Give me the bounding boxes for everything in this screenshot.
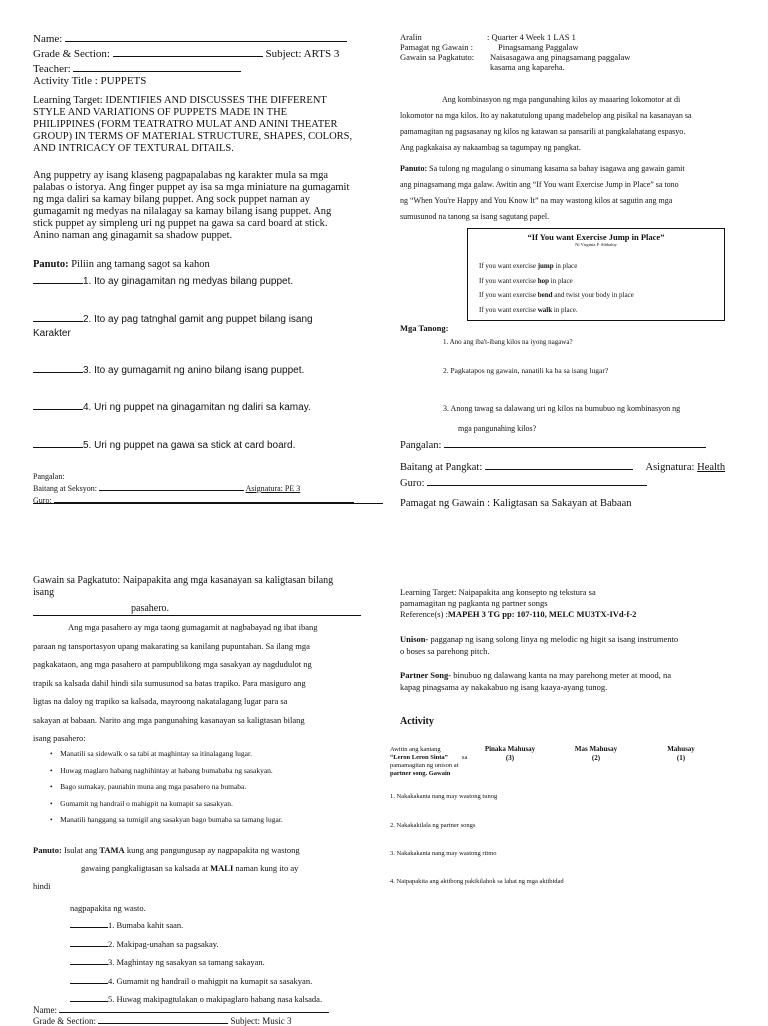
paragraph-line: pagkakataon, ang mga pasahero at pampublikong mga sasakyan ay nagdudulot ng [33,659,312,669]
guro-blank[interactable] [427,474,647,486]
learning-target [33,95,378,155]
teacher-label: Teacher: [33,63,71,75]
teacher-row [33,60,373,75]
grade-blank[interactable] [113,45,263,57]
song-author: Ni Virginia F. Sibbaluy [575,242,617,247]
panuto-label: Panuto: [400,164,428,173]
paragraph-line: isang pasahero: [33,733,86,743]
answer-blank[interactable] [33,398,83,410]
pangalan-blank[interactable] [444,436,706,448]
rubric-row: 3. Nakakakanta nang may wastong ritmo [390,850,497,857]
paragraph-line: Ang mga pasahero ay mga taong gumagamit at nagbabayad ng ibat ibang [68,622,318,632]
name-blank[interactable] [59,1004,329,1013]
pangalan-row [400,436,725,452]
teacher-blank[interactable] [73,60,241,72]
name-label: Name: [33,33,63,45]
paragraph-line: Ang pagkakaisa ay nakaambag sa tagumpay ng pangkat. [400,143,581,152]
activity-title: Activity Title : PUPPETS [33,75,147,87]
kombinasyon-paragraph [400,92,691,156]
song-title: “If You want Exercise Jump in Place” [527,232,665,242]
partner-song-definition: Partner Song- binubuo ng dalawang kanta na may parehong meter at mood, na kapag pinagsama ay nakakabuo ng isang kaaya-ayang tunog. [400,670,672,692]
bullet-item: • Gumamit ng handrail o mahigpit na kumapit sa sasakyan. [50,798,233,808]
baitang-row [400,458,725,474]
mga-tanong [400,323,448,333]
puppetry-paragraph [33,170,378,242]
bullet-icon: • [50,782,61,791]
bullet-icon: • [50,798,61,808]
tanong-item: 1. Ano ang iba't-ibang kilos na iyong nagawa? [443,338,573,346]
rubric-row: 4. Naipapakita ang aktibong pakikilahok sa lahat ng mga aktibidad [390,878,564,885]
paragraph-line: paraan ng tansportasyon upang makarating sa kanilang pupuntahan. Sa ilang mga [33,640,310,651]
gawain-row-2 [400,62,630,72]
tanong-item: 3. Anong tawag sa dalawang uri ng kilos na bumubuo ng kombinasyon ng mga pangunahing kilos? [443,399,680,439]
song-lyrics [479,259,634,317]
paragraph-line: gumagamit ng medyas na nilalagay sa kamay bilang isang puppet. Ang [33,206,332,217]
panuto-pe [400,161,685,225]
tanong-item: 2. Pagkatapos ng gawain, nanatili ka ba sa isang lugar? [443,366,609,375]
pangalan-label: Pangalan: [33,472,65,481]
arts-item [33,436,295,452]
song-box [467,228,725,321]
gawain-line: pasahero. [131,603,170,614]
baitang-label: Baitang at Pangkat: [400,462,483,473]
asignatura-label: Asignatura: [645,462,695,473]
subject-label: Subject: ARTS 3 [265,48,340,60]
pamagat-row [400,42,630,52]
learning-target-line: GROUP) IN TERMS OF MATERIAL STRUCTURE, SHAPES, COLORS, [33,131,353,142]
answer-blank[interactable] [33,310,83,322]
answer-blank[interactable] [70,935,108,947]
grade-blank[interactable] [98,1015,228,1024]
item-text: 3. Ito ay gumagamit ng anino bilang isang puppet. [83,365,305,376]
arts-item [33,272,293,288]
paragraph-line: lokomotor na mga kilos. Ito ay nakatutulong upang madebelop ang pisikal na kasanayan sa [400,111,692,120]
song-line: If you want exercise bend and twist your body in place [479,291,634,299]
tanong-continuation: mga pangunahing kilos? [458,424,537,433]
answer-blank[interactable] [70,953,108,965]
answer-blank[interactable] [33,361,83,373]
aralin-value: : Quarter 4 Week 1 LAS 1 [487,32,576,42]
grade-row [33,45,373,60]
answer-blank[interactable] [70,990,108,1002]
learning-target-line: STYLE AND VARIATIONS OF PUPPETS MADE IN THE [33,107,288,118]
learning-target-line: Learning Target: IDENTIFIES AND DISCUSSES THE DIFFERENT [33,95,327,106]
baitang-blank[interactable] [485,458,633,470]
tama-mali-item: 3. Maghintay ng sasakyan sa tamang sakayan. [70,953,322,972]
unison-definition: Unison- pagganap ng isang solong linya ng melodic ng higit sa isang instrumento o boses sa parehong pitch. [400,634,679,656]
learning-target-line: AND INTRICACY OF TEXTURAL DITAILS. [33,143,234,154]
rubric-col-header: Mas Mahusay (2) [574,745,618,762]
answer-blank[interactable] [33,436,83,448]
grade-label: Grade & Section: [33,48,110,60]
gawain-pasahero [33,575,333,615]
pamagat-gawain-health: Pamagat ng Gawain : Kaligtasan sa Sakayan at Babaan [400,498,632,509]
pe-header [400,32,630,72]
divider-line [33,615,361,616]
arts-item [33,310,313,340]
item-text: 2. Ito ay pag tatnghal gamit ang puppet bilang isang [83,314,313,325]
panuto-label: Panuto: [33,845,62,855]
guro-label: Guro: [400,478,425,489]
guro-blank[interactable] [54,494,354,503]
paragraph-line: stick puppet ay simpleng uri ng puppet na gawa sa card board at stick. [33,218,328,229]
tama-mali-item: 1. Bumaba kahit saan. [70,916,322,935]
rubric-row: 2. Nakakakilala ng partner songs [390,822,476,829]
learning-target-line: PHILIPPINES (FORM TEATRATRO MULAT AND ANINI THEATER [33,119,338,130]
pe-footer [33,472,383,506]
gawain-value: Naisasagawa ang pinagsamang paggalaw [490,52,631,62]
aralin-label: Aralin [400,32,422,42]
guro-row [33,494,383,506]
pamagat-label: Pamagat ng Gawain : [400,42,473,52]
answer-blank[interactable] [70,916,108,928]
subject-label: Subject: Music 3 [230,1016,292,1026]
paragraph-line: sakayan at babaan. Narito ang mga pangunahing kasanayan sa kaligtasan bilang [33,714,305,725]
arts-item [33,398,311,414]
safety-bullets [50,746,283,829]
panuto-line: ng “When You're Happy and You Know It” na may wastong kilos at sagutin ang mga [400,196,673,205]
gawain-row [400,52,630,62]
song-line: If you want exercise jump in place [479,262,578,270]
paragraph-line: pamamagitan ng pagsasanay ng kilos ng katawan sa pansarili at pangkalahatang espasyo. [400,127,686,136]
arts-worksheet [33,30,373,87]
rubric-instruction: Awitin ang kantang “Leron Leron Sinta” sa pamamagitan ng unison at partner song. Gawain [390,746,468,777]
asignatura-label: Asignatura: PE 3 [245,484,301,493]
name-row [33,30,373,45]
answer-blank[interactable] [70,972,108,984]
rubric-row: 1. Nakakakanta nang may wastong tunog [390,793,498,800]
asignatura-value: Health [697,462,726,473]
bullet-item: • Huwag maglaro habang naghihintay at habang bumababa ng sasakyan. [50,765,273,775]
name-blank[interactable] [65,30,347,42]
grade-label: Grade & Section: [33,1016,96,1026]
guro-label: Guro: [33,496,52,505]
pangalan-label: Pangalan: [400,440,442,451]
item-continuation: Karakter [33,328,71,339]
panuto-arts [33,259,210,271]
paragraph-line: Ang kombinasyon ng mga pangunahing kilos ay maaaring lokomotor at di [442,95,681,104]
tama-mali-items [70,916,322,1009]
reference: Reference(s) :MAPEH 3 TG pp: 107-110, MELC MU3TX-IVd-f-2 [400,609,637,619]
item-text: 4. Uri ng puppet na ginagamitan ng daliri sa kamay. [83,402,311,413]
tama-mali-item: 2. Makipag-unahan sa pagsakay. [70,935,322,954]
aralin-row [400,32,630,42]
music-header [33,1004,329,1026]
panuto-label: Panuto: [33,259,69,270]
panuto-line: sumusunod na tanong sa isang sagutang papel. [400,212,550,221]
arts-item [33,361,304,377]
gawain-line: isang [33,587,55,598]
baitang-label: Baitang at Seksyon: [33,484,97,493]
name-label: Name: [33,1005,57,1015]
pasahero-paragraph [33,618,318,748]
paragraph-line: trapik sa kalsada dahil hindi sila sumusunod sa batas trapiko. Para masiguro ang [33,677,306,688]
gawain-label: Gawain sa Pagkatuto: [400,52,475,62]
bullet-icon: • [50,815,61,824]
paragraph-line: Ang puppetry ay isang klaseng pagpapalabas ng karakter mula sa mga [33,170,329,181]
bullet-item: • Bago sumakay, paunahin muna ang mga pasahero na bumaba. [50,782,247,791]
panuto-text: Piliin ang tamang sagot sa kahon [68,259,210,270]
bullet-item: • Manatili hanggang sa tumigil ang sasakyan bago bumaba sa tamang lugar. [50,815,283,824]
baitang-row [33,482,383,494]
guro-row [400,474,725,490]
rubric-col-header: Pinaka Mahusay (3) [484,745,536,762]
panuto-line: Sa tulong ng magulang o sinumang kasama sa bahay isagawa ang gawain gamit [427,164,685,173]
answer-blank[interactable] [33,272,83,284]
rubric-col-header: Mahusay (1) [667,745,695,762]
music-learning-target: Learning Target: Naipapakita ang konsepto ng tekstura sa pamamagitan ng pagkanta ng partner songs Reference(s) :MAPEH 3 TG pp: 107-110, MELC MU3TX-IVd-f-2 [400,587,637,619]
bullet-icon: • [50,749,61,758]
tanong-label: Mga Tanong: [400,323,449,333]
divider-line [33,503,383,504]
health-form [400,436,725,510]
tama-mali-item: 4. Gumamit ng handrail o mahigpit na kumapit sa sasakyan. [70,972,322,991]
pamagat-value: Pinagsamang Paggalaw [498,42,579,52]
item-text: 1. Ito ay ginagamitan ng medyas bilang puppet. [83,276,294,287]
paragraph-line: ng mga daliri sa kamay bilang puppet. Ang sock puppet naman ay [33,194,311,205]
paragraph-line: ligtas na daloy ng trapiko sa kalsada, mayroong nakatalagang lugar para sa [33,696,288,706]
panuto-line: ang pinagsamang mga galaw. Awitin ang “If You want Exercise Jump in Place” sa tono [400,180,679,189]
bullet-icon: • [50,765,61,775]
paragraph-line: palabas o istorya. Ang finger puppet ay isa sa mga miniature na gumagamit [33,182,350,193]
tama-mali-item: 5. Huwag makipagtulakan o makipaglaro habang nasa kalsada. [70,990,322,1009]
panuto-tama-mali: Panuto: Isulat ang TAMA kung ang pangungusap ay nagpapakita ng wastong gawaing pangkaligtasan sa kalsada at MALI naman kung ito ay hindi nagpapakita ng wasto. [33,845,300,913]
gawain-line: Gawain sa Pagkatuto: Naipapakita ang mga kasanayan sa kaligtasan bilang [33,575,334,586]
activity-heading: Activity [400,716,434,727]
item-text: 5. Uri ng puppet na gawa sa stick at card board. [83,440,296,451]
bullet-item: • Manatili sa sidewalk o sa tabi at maghintay sa itinalagang lugar. [50,749,252,758]
name-row [33,1004,329,1015]
gawain-value-2: kasama ang kapareha. [490,62,565,72]
paragraph-line: Anino naman ang ginagamit sa shadow puppet. [33,230,233,241]
baitang-blank[interactable] [99,482,244,491]
song-line: If you want exercise hop in place [479,276,573,285]
grade-row [33,1015,329,1026]
song-line: If you want exercise walk in place. [479,305,578,314]
